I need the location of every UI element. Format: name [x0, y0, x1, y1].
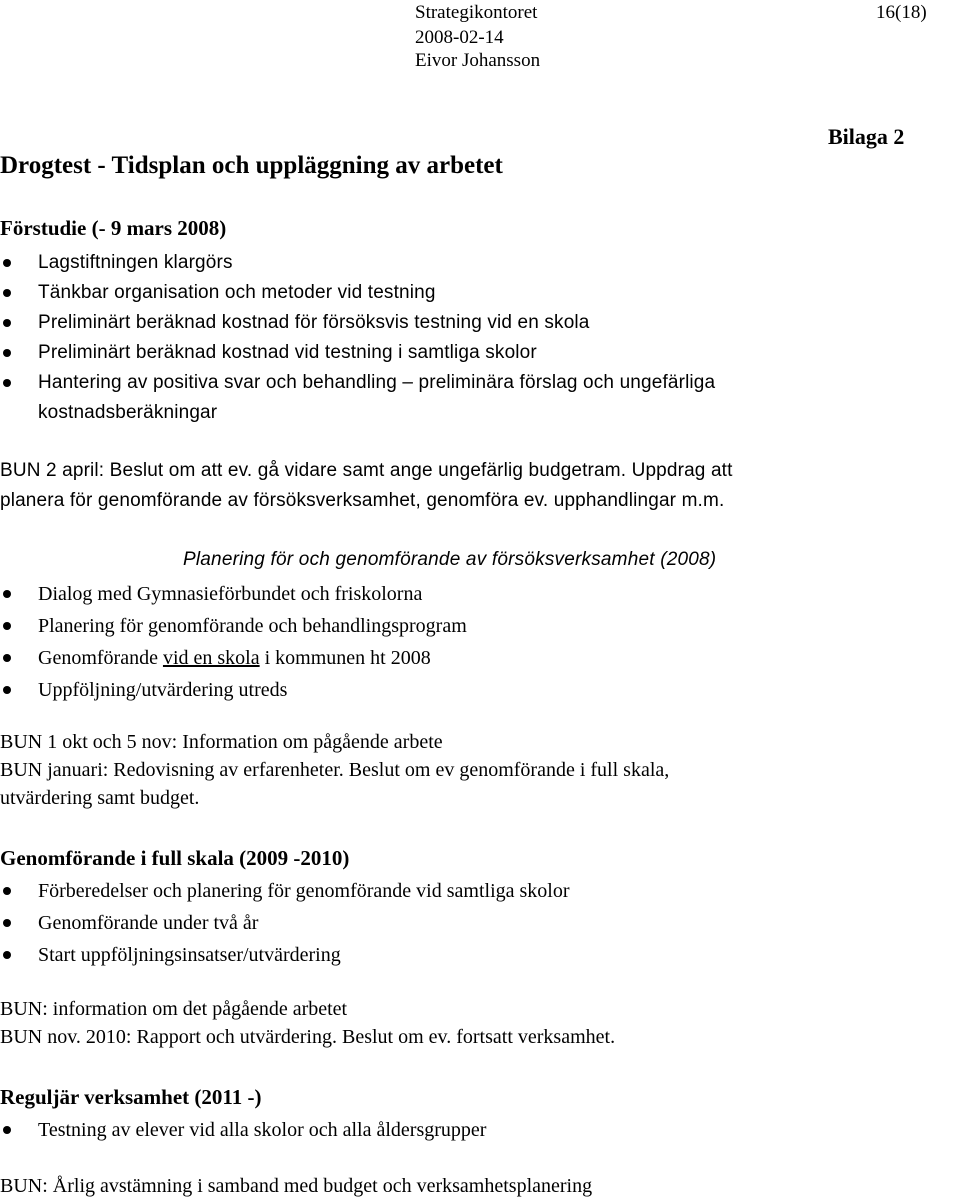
bullet-icon: [3, 654, 11, 662]
list-item: Tänkbar organisation och metoder vid testning: [0, 278, 715, 308]
section-heading-forstudie: Förstudie (- 9 mars 2008): [0, 216, 227, 240]
appendix-label: Bilaga 2: [828, 124, 905, 149]
header-page-number: 16(18): [876, 2, 927, 23]
bullet-icon: [3, 259, 11, 267]
bullet-icon: [3, 319, 11, 327]
bullet-icon: [3, 1126, 11, 1134]
reguljar-list: [0, 1114, 486, 1146]
page-title: Drogtest - Tidsplan och uppläggning av arbetet: [0, 152, 503, 179]
list-item: Dialog med Gymnasieförbundet och friskolorna: [0, 578, 467, 610]
fullskala-list: [0, 875, 570, 971]
forstudie-decision-line-1: BUN 2 april: Beslut om att ev. gå vidare samt ange ungefärlig budgetram. Uppdrag att: [0, 460, 733, 481]
bullet-icon: [3, 686, 11, 694]
list-item: Testning av elever vid alla skolor och alla åldersgrupper: [0, 1114, 486, 1146]
bullet-icon: [3, 379, 11, 387]
bullet-icon: [3, 887, 11, 895]
planering-note-3: utvärdering samt budget.: [0, 787, 200, 809]
list-item: Genomförande under två år: [0, 907, 570, 939]
header-date: 2008-02-14: [415, 27, 504, 48]
planering-list: [0, 578, 467, 706]
list-item: Förberedelser och planering för genomförande vid samtliga skolor: [0, 875, 570, 907]
bullet-icon: [3, 951, 11, 959]
bullet-icon: [3, 590, 11, 598]
forstudie-list: [0, 248, 715, 428]
list-item: Planering för genomförande och behandlingsprogram: [0, 610, 467, 642]
header-author: Eivor Johansson: [415, 50, 541, 71]
list-item: Hantering av positiva svar och behandling – preliminära förslag och ungefärliga kostnadsberäkningar: [0, 368, 715, 428]
list-item: Preliminärt beräknad kostnad vid testning i samtliga skolor: [0, 338, 715, 368]
section-heading-reguljar: Reguljär verksamhet (2011 -): [0, 1085, 262, 1109]
section-heading-fullskala: Genomförande i full skala (2009 -2010): [0, 846, 350, 870]
list-item: Preliminärt beräknad kostnad för försöksvis testning vid en skola: [0, 308, 715, 338]
fullskala-note-2: BUN nov. 2010: Rapport och utvärdering. Beslut om ev. fortsatt verksamhet.: [0, 1026, 616, 1048]
list-item: Lagstiftningen klargörs: [0, 248, 715, 278]
forstudie-decision-line-2: planera för genomförande av försöksverksamhet, genomföra ev. upphandlingar m.m.: [0, 490, 725, 511]
section-heading-planering: Planering för och genomförande av försöksverksamhet (2008): [183, 549, 717, 570]
planering-note-1: BUN 1 okt och 5 nov: Information om pågående arbete: [0, 731, 443, 753]
list-item: Genomförande vid en skola i kommunen ht 2008: [0, 642, 467, 674]
bullet-icon: [3, 622, 11, 630]
list-item: Start uppföljningsinsatser/utvärdering: [0, 939, 570, 971]
bullet-icon: [3, 919, 11, 927]
fullskala-note-1: BUN: information om det pågående arbetet: [0, 998, 348, 1020]
bullet-icon: [3, 289, 11, 297]
planering-note-2: BUN januari: Redovisning av erfarenheter. Beslut om ev genomförande i full skala,: [0, 759, 670, 781]
underlined-text: vid en skola: [162, 647, 260, 669]
header-org: Strategikontoret: [415, 2, 538, 23]
reguljar-note: BUN: Årlig avstämning i samband med budget och verksamhetsplanering: [0, 1175, 593, 1197]
bullet-icon: [3, 349, 11, 357]
list-item: Uppföljning/utvärdering utreds: [0, 674, 467, 706]
